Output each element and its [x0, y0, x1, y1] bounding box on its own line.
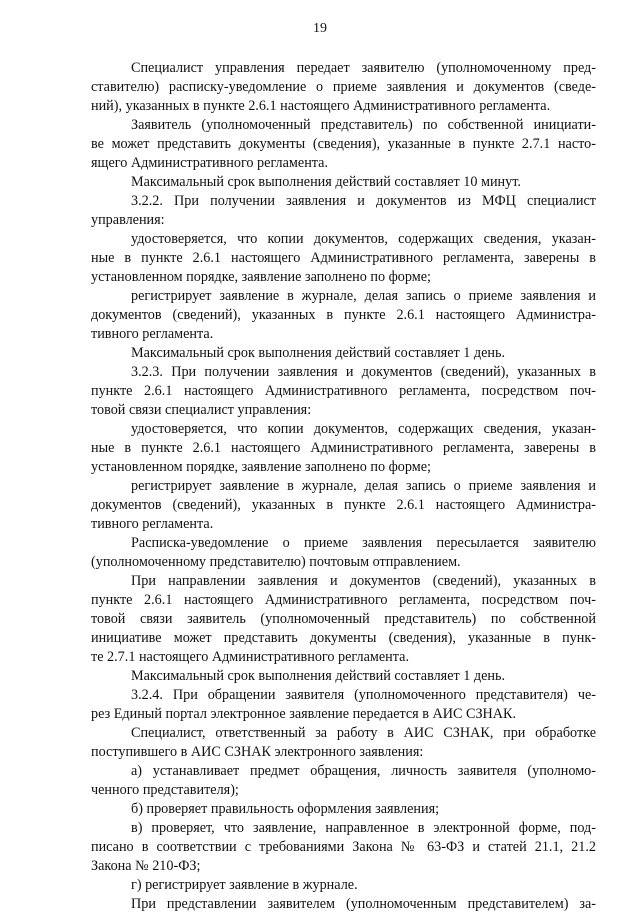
- text-line-34: 3.2.4. При обращении заявителя (уполномоченного представителя) че-: [131, 687, 596, 703]
- text-line-1: Специалист управления передает заявителю (уполномоченному пред-: [131, 60, 596, 76]
- text-line-9: управления:: [91, 212, 165, 228]
- text-line-10: удостоверяется, что копии документов, содержащих сведения, указан-: [131, 231, 596, 247]
- text-line-23: регистрирует заявление в журнале, делая запись о приеме заявления и: [131, 478, 596, 494]
- text-line-25: тивного регламента.: [91, 516, 214, 532]
- body-text: [91, 59, 596, 914]
- text-line-11: ные в пункте 2.6.1 настоящего Административного регламента, заверены в: [91, 250, 596, 266]
- text-line-41: в) проверяет, что заявление, направленное в электронной форме, под-: [131, 820, 596, 836]
- text-line-2: ставителю) расписку-уведомление о приеме заявления и документов (сведе-: [91, 79, 596, 95]
- text-line-8: 3.2.2. При получении заявления и документов из МФЦ специалист: [131, 193, 596, 209]
- text-line-31: инициативе может представить документы (сведения), указанные в пунк-: [91, 630, 596, 646]
- text-line-45: При представлении заявителем (уполномоченным представителем) за-: [131, 896, 596, 912]
- text-line-19: товой связи специалист управления:: [91, 402, 312, 418]
- text-line-15: тивного регламента.: [91, 326, 214, 342]
- text-line-13: регистрирует заявление в журнале, делая запись о приеме заявления и: [131, 288, 596, 304]
- text-line-35: рез Единый портал электронное заявление передается в АИС СЗНАК.: [91, 706, 517, 722]
- text-line-18: пункте 2.6.1 настоящего Административного регламента, посредством поч-: [91, 383, 596, 399]
- text-line-32: те 2.7.1 настоящего Административного регламента.: [91, 649, 409, 665]
- text-line-30: товой связи заявитель (уполномоченный представитель) по собственной: [91, 611, 596, 627]
- text-line-14: документов (сведений), указанных в пункте 2.6.1 настоящего Администра-: [91, 307, 596, 323]
- text-line-7: Максимальный срок выполнения действий составляет 10 минут.: [131, 174, 521, 190]
- text-line-20: удостоверяется, что копии документов, содержащих сведения, указан-: [131, 421, 596, 437]
- text-line-33: Максимальный срок выполнения действий составляет 1 день.: [131, 668, 506, 684]
- text-line-27: (уполномоченному представителю) почтовым отправлением.: [91, 554, 461, 570]
- text-line-17: 3.2.3. При получении заявления и документов (сведений), указанных в: [131, 364, 596, 380]
- text-line-21: ные в пункте 2.6.1 настоящего Административного регламента, заверены в: [91, 440, 596, 456]
- text-line-38: а) устанавливает предмет обращения, личность заявителя (уполномо-: [131, 763, 596, 779]
- page-number: 19: [313, 21, 327, 36]
- text-line-40: б) проверяет правильность оформления заявления;: [131, 801, 440, 817]
- text-line-16: Максимальный срок выполнения действий составляет 1 день.: [131, 345, 506, 361]
- text-line-26: Расписка-уведомление о приеме заявления пересылается заявителю: [131, 535, 596, 551]
- text-line-29: пункте 2.6.1 настоящего Административного регламента, посредством поч-: [91, 592, 596, 608]
- text-line-37: поступившего в АИС СЗНАК электронного заявления:: [91, 744, 424, 760]
- text-line-44: г) регистрирует заявление в журнале.: [131, 877, 358, 893]
- text-line-39: ченного представителя);: [91, 782, 239, 798]
- text-line-42: писано в соответствии с требованиями Закона № 63-ФЗ и статей 21.1, 21.2: [91, 839, 596, 855]
- text-line-5: ве может представить документы (сведения), указанные в пункте 2.7.1 насто-: [91, 136, 596, 152]
- text-line-36: Специалист, ответственный за работу в АИС СЗНАК, при обработке: [131, 725, 596, 741]
- text-line-43: Закона № 210-ФЗ;: [91, 858, 201, 874]
- text-line-28: При направлении заявления и документов (сведений), указанных в: [131, 573, 596, 589]
- text-line-24: документов (сведений), указанных в пункте 2.6.1 настоящего Администра-: [91, 497, 596, 513]
- text-line-6: ящего Административного регламента.: [91, 155, 329, 171]
- text-line-4: Заявитель (уполномоченный представитель) по собственной инициати-: [131, 117, 596, 133]
- text-line-22: установленном порядке, заявление заполнено по форме;: [91, 459, 431, 475]
- text-line-3: ний), указанных в пункте 2.6.1 настоящего Административного регламента.: [91, 98, 551, 114]
- text-line-12: установленном порядке, заявление заполнено по форме;: [91, 269, 431, 285]
